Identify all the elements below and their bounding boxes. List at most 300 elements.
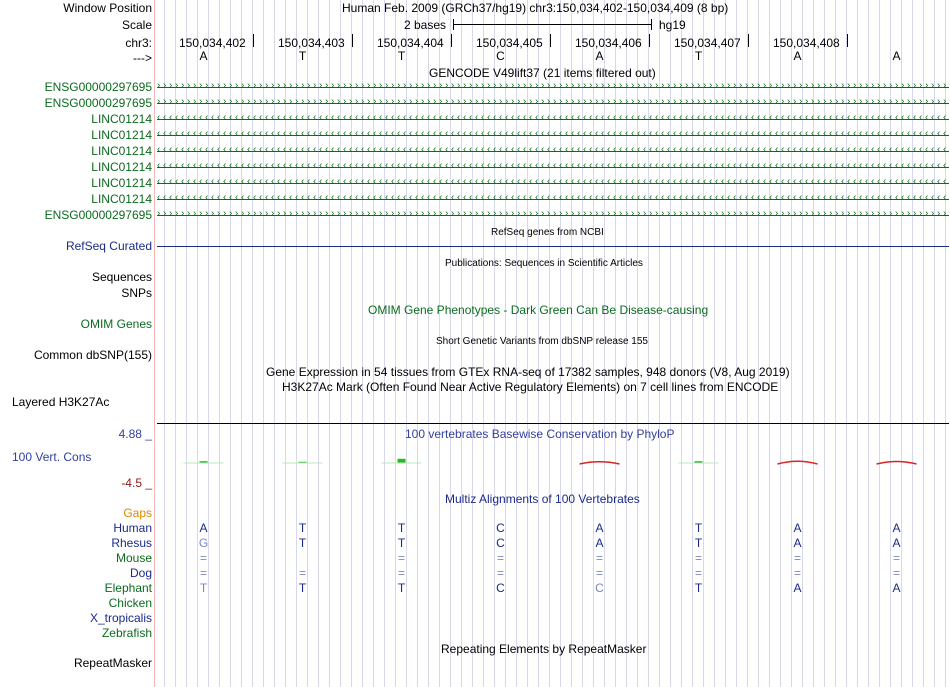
strand-arrow: › <box>853 99 857 107</box>
strand-arrow: ‹ <box>637 195 641 203</box>
strand-arrow: ‹ <box>337 163 341 171</box>
strand-arrow: ‹ <box>835 163 839 171</box>
species-label[interactable]: Mouse <box>115 551 152 565</box>
gencode-track-label[interactable]: LINC01214 <box>91 176 152 190</box>
reference-base: A <box>199 49 208 63</box>
repeatmasker-label[interactable]: RepeatMasker <box>73 656 152 670</box>
strand-arrow: ‹ <box>619 131 623 139</box>
strand-arrow: › <box>919 83 923 91</box>
strand-arrow: › <box>337 211 341 219</box>
strand-arrow: ‹ <box>259 195 263 203</box>
strand-arrow: ‹ <box>703 147 707 155</box>
strand-arrow: ‹ <box>367 131 371 139</box>
strand-arrow: ‹ <box>301 179 305 187</box>
strand-arrow: › <box>943 211 947 219</box>
strand-arrow: › <box>787 83 791 91</box>
strand-arrow: ‹ <box>553 163 557 171</box>
strand-arrow: ‹ <box>487 131 491 139</box>
strand-arrow: ‹ <box>913 115 917 123</box>
strand-arrow: ‹ <box>865 115 869 123</box>
strand-arrow: › <box>253 99 257 107</box>
strand-arrow: › <box>217 83 221 91</box>
strand-arrow: ‹ <box>883 115 887 123</box>
strand-arrow: › <box>163 99 167 107</box>
strand-arrow: › <box>355 99 359 107</box>
strand-arrow: ‹ <box>739 131 743 139</box>
strand-arrow: ‹ <box>781 147 785 155</box>
strand-arrow: ‹ <box>445 179 449 187</box>
strand-arrow: › <box>223 99 227 107</box>
strand-arrow: ‹ <box>847 147 851 155</box>
strand-arrow: ‹ <box>901 195 905 203</box>
alignment-base: T <box>298 536 307 550</box>
gencode-track-label[interactable]: ENSG00000297695 <box>44 208 152 222</box>
strand-arrow: ‹ <box>427 195 431 203</box>
gencode-track-label[interactable]: LINC01214 <box>91 160 152 174</box>
strand-arrow: ‹ <box>535 131 539 139</box>
strand-arrow: ‹ <box>811 115 815 123</box>
strand-arrow: ‹ <box>481 195 485 203</box>
alignment-base: T <box>694 581 703 595</box>
strand-arrow: ‹ <box>727 195 731 203</box>
strand-arrow: ‹ <box>637 147 641 155</box>
strand-arrow: › <box>553 211 557 219</box>
strand-arrow: ‹ <box>523 163 527 171</box>
strand-arrow: ‹ <box>547 179 551 187</box>
strand-arrow: ‹ <box>157 147 161 155</box>
strand-arrow: ‹ <box>733 147 737 155</box>
refseq-label[interactable]: RefSeq Curated <box>65 239 152 253</box>
strand-arrow: › <box>625 83 629 91</box>
strand-arrow: › <box>421 99 425 107</box>
strand-arrow: ‹ <box>565 131 569 139</box>
strand-arrow: ‹ <box>493 131 497 139</box>
strand-arrow: › <box>343 211 347 219</box>
strand-arrow: ‹ <box>175 179 179 187</box>
publications-sequences-label[interactable]: Sequences <box>91 270 152 284</box>
strand-arrow: ‹ <box>283 179 287 187</box>
strand-arrow: › <box>631 83 635 91</box>
strand-arrow: ‹ <box>943 163 947 171</box>
scale-label: Scale <box>121 18 152 32</box>
strand-arrow: › <box>649 211 653 219</box>
strand-arrow: ‹ <box>403 163 407 171</box>
h3k27ac-label[interactable]: Layered H3K27Ac <box>12 395 110 409</box>
strand-arrow: ‹ <box>301 115 305 123</box>
strand-arrow: ‹ <box>541 131 545 139</box>
strand-arrow: › <box>463 83 467 91</box>
strand-arrow: ‹ <box>355 195 359 203</box>
strand-arrow: › <box>571 211 575 219</box>
publications-snps-label[interactable]: SNPs <box>121 286 152 300</box>
strand-arrow: › <box>769 83 773 91</box>
strand-arrow: › <box>811 83 815 91</box>
strand-label: ---> <box>133 51 152 65</box>
strand-arrow: ‹ <box>463 179 467 187</box>
species-label[interactable]: Human <box>113 521 152 535</box>
strand-arrow: ‹ <box>841 147 845 155</box>
species-label[interactable]: X_tropicalis <box>89 611 152 625</box>
strand-arrow: ‹ <box>241 115 245 123</box>
strand-arrow: ‹ <box>835 147 839 155</box>
strand-arrow: › <box>403 83 407 91</box>
strand-arrow: › <box>337 83 341 91</box>
strand-arrow: ‹ <box>805 163 809 171</box>
strand-arrow: › <box>361 211 365 219</box>
strand-arrow: ‹ <box>439 195 443 203</box>
strand-arrow: ‹ <box>553 115 557 123</box>
strand-arrow: ‹ <box>811 195 815 203</box>
strand-arrow: › <box>547 99 551 107</box>
strand-arrow: › <box>295 83 299 91</box>
strand-arrow: ‹ <box>595 195 599 203</box>
strand-arrow: ‹ <box>469 179 473 187</box>
strand-arrow: ‹ <box>409 115 413 123</box>
strand-arrow: ‹ <box>673 147 677 155</box>
strand-arrow: › <box>439 99 443 107</box>
alignment-base: A <box>892 581 901 595</box>
strand-arrow: › <box>325 83 329 91</box>
species-label[interactable]: Elephant <box>104 581 152 595</box>
strand-arrow: › <box>205 99 209 107</box>
strand-arrow: ‹ <box>313 115 317 123</box>
strand-arrow: ‹ <box>769 179 773 187</box>
dbsnp-label[interactable]: Common dbSNP(155) <box>33 348 152 362</box>
strand-arrow: ‹ <box>793 115 797 123</box>
coordinate-label: 150,034,406 <box>575 36 642 50</box>
strand-arrow: › <box>205 211 209 219</box>
multiz-gaps-label[interactable]: Gaps <box>123 506 152 520</box>
strand-arrow: ‹ <box>547 115 551 123</box>
strand-arrow: › <box>211 83 215 91</box>
strand-arrow: › <box>727 99 731 107</box>
strand-arrow: ‹ <box>607 195 611 203</box>
strand-arrow: › <box>325 99 329 107</box>
strand-arrow: ‹ <box>829 131 833 139</box>
strand-arrow: ‹ <box>295 163 299 171</box>
phylop-min-label: -4.5 _ <box>121 476 152 490</box>
strand-arrow: › <box>763 83 767 91</box>
strand-arrow: ‹ <box>847 163 851 171</box>
strand-arrow: ‹ <box>871 147 875 155</box>
gencode-track-label[interactable]: ENSG00000297695 <box>44 96 152 110</box>
strand-arrow: › <box>613 211 617 219</box>
strand-arrow: › <box>715 83 719 91</box>
strand-arrow: ‹ <box>451 163 455 171</box>
strand-arrow: ‹ <box>391 147 395 155</box>
strand-arrow: ‹ <box>907 115 911 123</box>
strand-arrow: ‹ <box>427 179 431 187</box>
strand-arrow: ‹ <box>271 163 275 171</box>
strand-arrow: ‹ <box>667 131 671 139</box>
strand-arrow: ‹ <box>475 147 479 155</box>
omim-label[interactable]: OMIM Genes <box>80 317 152 331</box>
strand-arrow: ‹ <box>817 163 821 171</box>
strand-arrow: ‹ <box>295 195 299 203</box>
strand-arrow: › <box>493 99 497 107</box>
strand-arrow: ‹ <box>661 179 665 187</box>
strand-arrow: › <box>571 83 575 91</box>
strand-arrow: ‹ <box>625 195 629 203</box>
strand-arrow: ‹ <box>847 131 851 139</box>
phylop-label[interactable]: 100 Vert. Cons <box>12 450 92 464</box>
alignment-base: A <box>793 581 802 595</box>
strand-arrow: ‹ <box>271 179 275 187</box>
strand-arrow: ‹ <box>445 163 449 171</box>
strand-arrow: ‹ <box>277 131 281 139</box>
strand-arrow: ‹ <box>679 131 683 139</box>
strand-arrow: ‹ <box>793 131 797 139</box>
strand-arrow: › <box>877 83 881 91</box>
strand-arrow: › <box>601 211 605 219</box>
strand-arrow: ‹ <box>925 195 929 203</box>
strand-arrow: ‹ <box>307 147 311 155</box>
scale-text: 2 bases <box>404 18 447 32</box>
strand-arrow: › <box>649 83 653 91</box>
strand-arrow: ‹ <box>787 147 791 155</box>
strand-arrow: ‹ <box>529 131 533 139</box>
strand-arrow: ‹ <box>919 131 923 139</box>
strand-arrow: ‹ <box>181 195 185 203</box>
strand-arrow: ‹ <box>895 179 899 187</box>
strand-arrow: ‹ <box>403 131 407 139</box>
strand-arrow: ‹ <box>769 131 773 139</box>
strand-arrow: ‹ <box>601 115 605 123</box>
strand-arrow: › <box>529 211 533 219</box>
strand-arrow: ‹ <box>397 179 401 187</box>
strand-arrow: ‹ <box>547 131 551 139</box>
strand-arrow: › <box>223 83 227 91</box>
strand-arrow: ‹ <box>181 115 185 123</box>
strand-arrow: ‹ <box>655 179 659 187</box>
strand-arrow: ‹ <box>787 195 791 203</box>
strand-arrow: › <box>727 83 731 91</box>
strand-arrow: › <box>637 99 641 107</box>
strand-arrow: › <box>361 99 365 107</box>
strand-arrow: ‹ <box>403 115 407 123</box>
strand-arrow: ‹ <box>505 115 509 123</box>
strand-arrow: ‹ <box>259 147 263 155</box>
strand-arrow: › <box>265 99 269 107</box>
strand-arrow: ‹ <box>331 131 335 139</box>
strand-arrow: ‹ <box>577 131 581 139</box>
strand-arrow: ‹ <box>289 195 293 203</box>
strand-arrow: › <box>349 99 353 107</box>
strand-arrow: › <box>277 211 281 219</box>
strand-arrow: ‹ <box>571 195 575 203</box>
strand-arrow: › <box>913 99 917 107</box>
strand-arrow: › <box>889 211 893 219</box>
strand-arrow: ‹ <box>361 147 365 155</box>
strand-arrow: › <box>295 99 299 107</box>
strand-arrow: ‹ <box>295 131 299 139</box>
strand-arrow: ‹ <box>457 147 461 155</box>
strand-arrow: ‹ <box>439 147 443 155</box>
omim-title: OMIM Gene Phenotypes - Dark Green Can Be Disease-causing <box>368 303 709 317</box>
strand-arrow: › <box>217 99 221 107</box>
strand-arrow: ‹ <box>523 195 527 203</box>
strand-arrow: ‹ <box>631 115 635 123</box>
strand-arrow: ‹ <box>733 131 737 139</box>
strand-arrow: ‹ <box>649 179 653 187</box>
strand-arrow: › <box>715 211 719 219</box>
strand-arrow: ‹ <box>505 147 509 155</box>
strand-arrow: ‹ <box>433 115 437 123</box>
strand-arrow: ‹ <box>283 147 287 155</box>
strand-arrow: ‹ <box>289 131 293 139</box>
h3k27ac-title: H3K27Ac Mark (Often Found Near Active Regulatory Elements) on 7 cell lines from ENCODE <box>282 380 779 394</box>
strand-arrow: › <box>655 99 659 107</box>
strand-arrow: › <box>577 99 581 107</box>
strand-arrow: ‹ <box>721 147 725 155</box>
strand-arrow: ‹ <box>775 147 779 155</box>
strand-arrow: ‹ <box>181 147 185 155</box>
strand-arrow: ‹ <box>517 163 521 171</box>
strand-arrow: › <box>859 83 863 91</box>
alignment-base: T <box>298 581 307 595</box>
alignment-base: C <box>496 581 505 595</box>
strand-arrow: ‹ <box>265 163 269 171</box>
strand-arrow: ‹ <box>937 179 941 187</box>
strand-arrow: ‹ <box>577 179 581 187</box>
strand-arrow: ‹ <box>337 179 341 187</box>
species-label[interactable]: Zebrafish <box>101 626 152 640</box>
strand-arrow: › <box>439 211 443 219</box>
strand-arrow: › <box>247 99 251 107</box>
strand-arrow: › <box>169 211 173 219</box>
strand-arrow: ‹ <box>367 147 371 155</box>
strand-arrow: ‹ <box>937 195 941 203</box>
strand-arrow: ‹ <box>751 179 755 187</box>
strand-arrow: › <box>277 83 281 91</box>
strand-arrow: ‹ <box>781 195 785 203</box>
strand-arrow: › <box>487 83 491 91</box>
strand-arrow: ‹ <box>409 163 413 171</box>
strand-arrow: ‹ <box>235 131 239 139</box>
strand-arrow: › <box>745 211 749 219</box>
strand-arrow: ‹ <box>781 115 785 123</box>
strand-arrow: ‹ <box>415 115 419 123</box>
strand-arrow: ‹ <box>409 147 413 155</box>
strand-arrow: ‹ <box>751 195 755 203</box>
strand-arrow: ‹ <box>853 195 857 203</box>
strand-arrow: ‹ <box>649 163 653 171</box>
strand-arrow: ‹ <box>583 179 587 187</box>
strand-arrow: › <box>619 211 623 219</box>
strand-arrow: ‹ <box>673 115 677 123</box>
strand-arrow: ‹ <box>703 179 707 187</box>
strand-arrow: › <box>937 99 941 107</box>
strand-arrow: ‹ <box>931 131 935 139</box>
strand-arrow: ‹ <box>613 163 617 171</box>
strand-arrow: › <box>487 99 491 107</box>
species-label[interactable]: Dog <box>129 566 152 580</box>
strand-arrow: ‹ <box>589 163 593 171</box>
strand-arrow: ‹ <box>445 147 449 155</box>
strand-arrow: ‹ <box>379 115 383 123</box>
strand-arrow: ‹ <box>811 131 815 139</box>
strand-arrow: ‹ <box>877 115 881 123</box>
strand-arrow: › <box>811 99 815 107</box>
strand-arrow: ‹ <box>571 179 575 187</box>
strand-arrow: ‹ <box>421 179 425 187</box>
gencode-track-label[interactable]: ENSG00000297695 <box>44 80 152 94</box>
strand-arrow: ‹ <box>547 163 551 171</box>
reference-base: A <box>595 49 604 63</box>
strand-arrow: ‹ <box>943 179 947 187</box>
gencode-track-label[interactable]: LINC01214 <box>91 112 152 126</box>
gencode-track-label[interactable]: LINC01214 <box>91 128 152 142</box>
window-position-value: Human Feb. 2009 (GRCh37/hg19) chr3:150,034,402-150,034,409 (8 bp) <box>342 1 729 15</box>
strand-arrow: ‹ <box>739 115 743 123</box>
strand-arrow: ‹ <box>943 147 947 155</box>
strand-arrow: ‹ <box>589 115 593 123</box>
strand-arrow: ‹ <box>649 115 653 123</box>
gencode-track-label[interactable]: LINC01214 <box>91 144 152 158</box>
strand-arrow: ‹ <box>655 115 659 123</box>
strand-arrow: › <box>571 99 575 107</box>
alignment-base: A <box>595 536 604 550</box>
alignment-base: A <box>892 536 901 550</box>
strand-arrow: ‹ <box>889 131 893 139</box>
strand-arrow: ‹ <box>445 195 449 203</box>
strand-arrow: ‹ <box>313 131 317 139</box>
strand-arrow: ‹ <box>163 195 167 203</box>
strand-arrow: ‹ <box>373 147 377 155</box>
strand-arrow: ‹ <box>811 163 815 171</box>
strand-arrow: › <box>691 99 695 107</box>
strand-arrow: ‹ <box>607 147 611 155</box>
strand-arrow: › <box>625 211 629 219</box>
strand-arrow: ‹ <box>259 131 263 139</box>
window-position-label: Window Position <box>63 1 152 15</box>
strand-arrow: ‹ <box>169 115 173 123</box>
strand-arrow: ‹ <box>307 163 311 171</box>
strand-arrow: ‹ <box>715 179 719 187</box>
strand-arrow: ‹ <box>751 147 755 155</box>
species-label[interactable]: Rhesus <box>111 536 152 550</box>
strand-arrow: › <box>253 211 257 219</box>
strand-arrow: ‹ <box>409 131 413 139</box>
strand-arrow: ‹ <box>517 179 521 187</box>
strand-arrow: › <box>613 83 617 91</box>
gencode-track-label[interactable]: LINC01214 <box>91 192 152 206</box>
strand-arrow: ‹ <box>745 115 749 123</box>
strand-arrow: ‹ <box>667 163 671 171</box>
strand-arrow: › <box>175 211 179 219</box>
strand-arrow: ‹ <box>217 179 221 187</box>
strand-arrow: › <box>397 211 401 219</box>
strand-arrow: ‹ <box>163 147 167 155</box>
strand-arrow: ‹ <box>319 195 323 203</box>
strand-arrow: ‹ <box>679 163 683 171</box>
strand-arrow: ‹ <box>319 115 323 123</box>
strand-arrow: ‹ <box>775 131 779 139</box>
strand-arrow: ‹ <box>841 115 845 123</box>
strand-arrow: ‹ <box>337 131 341 139</box>
strand-arrow: ‹ <box>745 131 749 139</box>
strand-arrow: ‹ <box>889 115 893 123</box>
species-label[interactable]: Chicken <box>108 596 152 610</box>
strand-arrow: ‹ <box>781 131 785 139</box>
strand-arrow: ‹ <box>331 147 335 155</box>
strand-arrow: › <box>745 83 749 91</box>
strand-arrow: ‹ <box>241 179 245 187</box>
strand-arrow: ‹ <box>361 131 365 139</box>
strand-arrow: › <box>157 99 161 107</box>
strand-arrow: › <box>469 83 473 91</box>
strand-arrow: ‹ <box>943 195 947 203</box>
